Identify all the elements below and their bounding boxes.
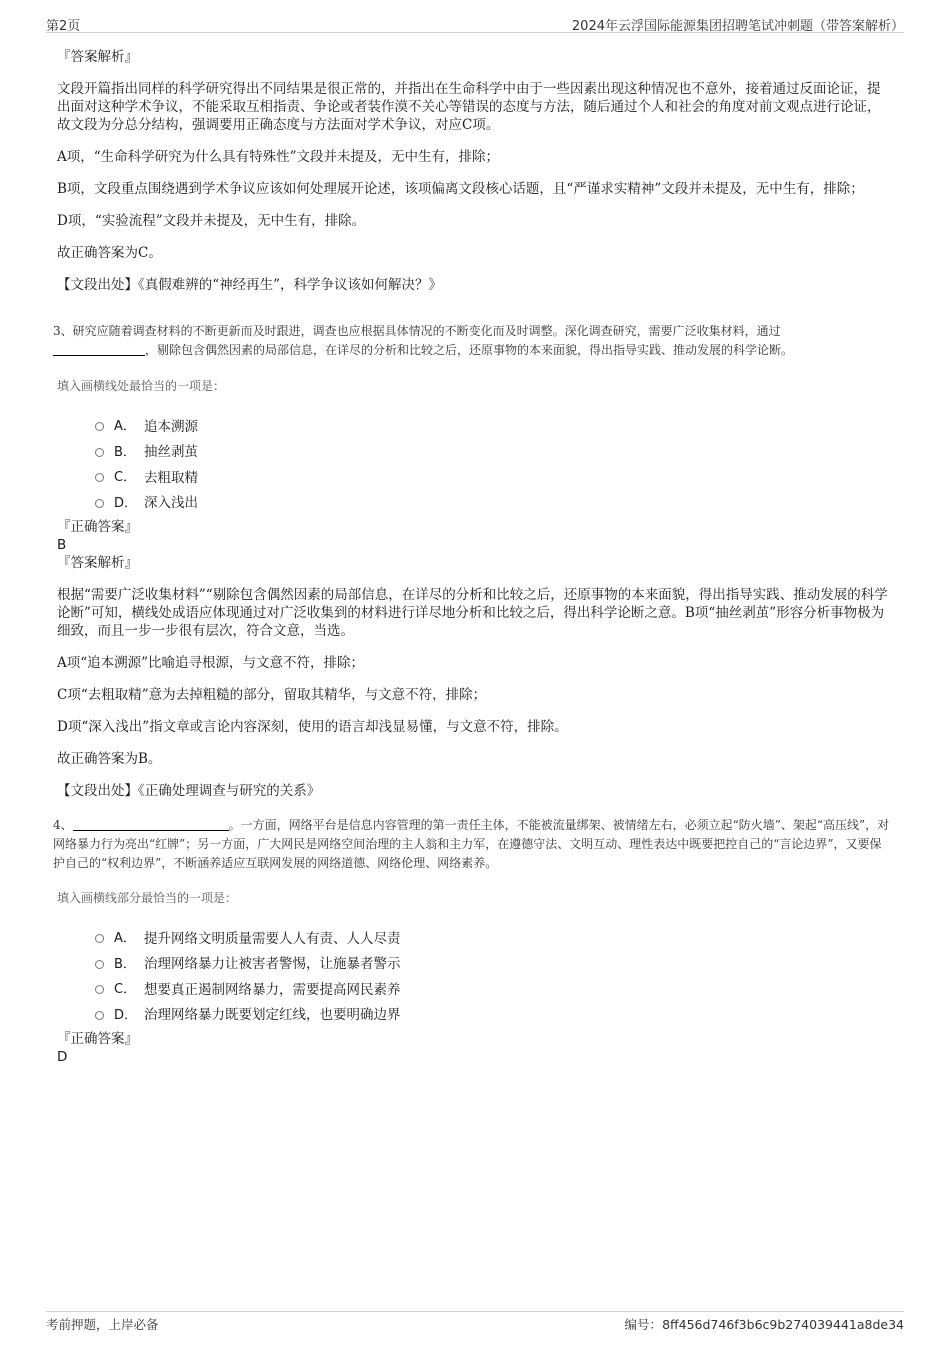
analysis-paragraph: 根据“需要广泛收集材料”“剔除包含偶然因素的局部信息，在详尽的分析和比较之后，还原事物的本来面貌，得出指导实践、推动发展的科学论断”可知，横线处成语应体现通过对广泛收集到的材料进行详尽地分析和比较之后，得出科学论断之意。B项“抽丝剥茧”形容分析事物极为细致，而且一步一步很有层次，符合文意，当选。 (57, 587, 888, 639)
stem-text-before: 3、研究应随着调查材料的不断更新而及时跟进，调查也应根据具体情况的不断变化而及时调整。深化调查研究，需要广泛收集材料，通过 (53, 324, 781, 338)
analysis-paragraph: D项“深入浅出”指文章或言论内容深刻，使用的语言却浅显易懂，与文意不符，排除。 (57, 719, 568, 735)
fill-blank (53, 343, 145, 356)
radio-icon[interactable] (95, 473, 104, 482)
source-citation: 【文段出处】《正确处理调查与研究的关系》 (57, 783, 321, 799)
option-list (95, 924, 893, 1026)
footer-slogan: 考前押题，上岸必备 (46, 1317, 159, 1332)
option-b[interactable]: B． 治理网络暴力让被害者警惕，让施暴者警示 (95, 950, 893, 976)
radio-icon[interactable] (95, 985, 104, 994)
code-value: 8ff456d746f3b6c9b274039441a8de34 (662, 1317, 904, 1332)
option-d[interactable]: D． 深入浅出 (95, 489, 893, 515)
option-a[interactable]: A． 追本溯源 (95, 412, 893, 438)
correct-answer: B (57, 537, 67, 553)
option-c[interactable]: C． 想要真正遏制网络暴力，需要提高网民素养 (95, 975, 893, 1001)
radio-icon[interactable] (95, 422, 104, 431)
document-title: 2024年云浮国际能源集团招聘笔试冲刺题（带答案解析） (571, 19, 904, 34)
analysis-paragraph: A项，“生命科学研究为什么具有特殊性”文段并未提及，无中生有，排除； (57, 149, 500, 165)
question-stem (53, 322, 893, 360)
analysis-heading: 『答案解析』 (57, 555, 138, 571)
page-header (46, 14, 904, 33)
analysis-paragraph: B项，文段重点围绕遇到学术争议应该如何处理展开论述，该项偏离文段核心话题，且“严谨求实精神”文段并未提及，无中生有，排除； (57, 181, 864, 197)
option-d[interactable]: D． 治理网络暴力既要划定红线，也要明确边界 (95, 1001, 893, 1027)
option-a[interactable]: A． 提升网络文明质量需要人人有责、人人尽责 (95, 924, 893, 950)
stem-text-after: ，剔除包含偶然因素的局部信息，在详尽的分析和比较之后，还原事物的本来面貌，得出指导实践、推动发展的科学论断。 (145, 343, 794, 357)
question-prompt: 填入画横线处最恰当的一项是： (57, 379, 226, 393)
option-c[interactable]: C． 去粗取精 (95, 463, 893, 489)
source-citation: 【文段出处】《真假难辨的“神经再生”，科学争议该如何解决？》 (57, 277, 443, 293)
q2-analysis (57, 47, 893, 294)
question-3 (53, 322, 893, 800)
analysis-conclusion: 故正确答案为C。 (57, 245, 162, 261)
analysis-paragraph: D项，“实验流程”文段并未提及，无中生有，排除。 (57, 213, 366, 229)
fill-blank (73, 818, 229, 831)
analysis-heading: 『答案解析』 (57, 49, 138, 65)
analysis-paragraph: A项“追本溯源”比喻追寻根源，与文意不符，排除； (57, 655, 365, 671)
document-code (625, 1315, 904, 1333)
question-4 (53, 816, 893, 1066)
radio-icon[interactable] (95, 934, 104, 943)
analysis-conclusion: 故正确答案为B。 (57, 751, 162, 767)
radio-icon[interactable] (95, 448, 104, 457)
analysis-paragraph: 文段开篇指出同样的科学研究得出不同结果是很正常的，并指出在生命科学中由于一些因素出现这种情况也不意外，接着通过反面论证，提出面对这种学术争议，不能采取互相指责、争论或者装作漠不关心等错误的态度与方法，随后通过个人和社会的角度对前文观点进行论证，故文段为分总分结构，强调要用正确态度与方法面对学术争议，对应C项。 (57, 81, 881, 133)
question-prompt: 填入画横线部分最恰当的一项是： (57, 891, 238, 905)
correct-answer-heading: 『正确答案』 (57, 1031, 138, 1047)
radio-icon[interactable] (95, 499, 104, 508)
option-list (95, 412, 893, 514)
question-stem (53, 816, 893, 873)
page-content (53, 47, 893, 1066)
analysis-paragraph: C项“去粗取精”意为去掉粗糙的部分，留取其精华，与文意不符，排除； (57, 687, 487, 703)
stem-text-after: 。一方面，网络平台是信息内容管理的第一责任主体，不能被流量绑架、被情绪左右，必须立起“防火墙”、架起“高压线”，对网络暴力行为亮出“红牌”；另一方面，广大网民是网络空间治理的主人翁和主力军，在遵德守法、文明互动、理性表达中既要把控自己的“言论边界”，又要保护自己的“权利边界”，不断涵养适应互联网发展的网络道德、网络伦理、网络素养。 (53, 818, 890, 870)
code-label: 编号： (624, 1317, 663, 1332)
page-footer (46, 1311, 904, 1332)
radio-icon[interactable] (95, 1011, 104, 1020)
correct-answer: D (57, 1049, 68, 1065)
radio-icon[interactable] (95, 960, 104, 969)
page-number: 第2页 (46, 19, 81, 34)
stem-text-before: 4、 (53, 818, 73, 832)
correct-answer-heading: 『正确答案』 (57, 519, 138, 535)
option-b[interactable]: B． 抽丝剥茧 (95, 438, 893, 464)
